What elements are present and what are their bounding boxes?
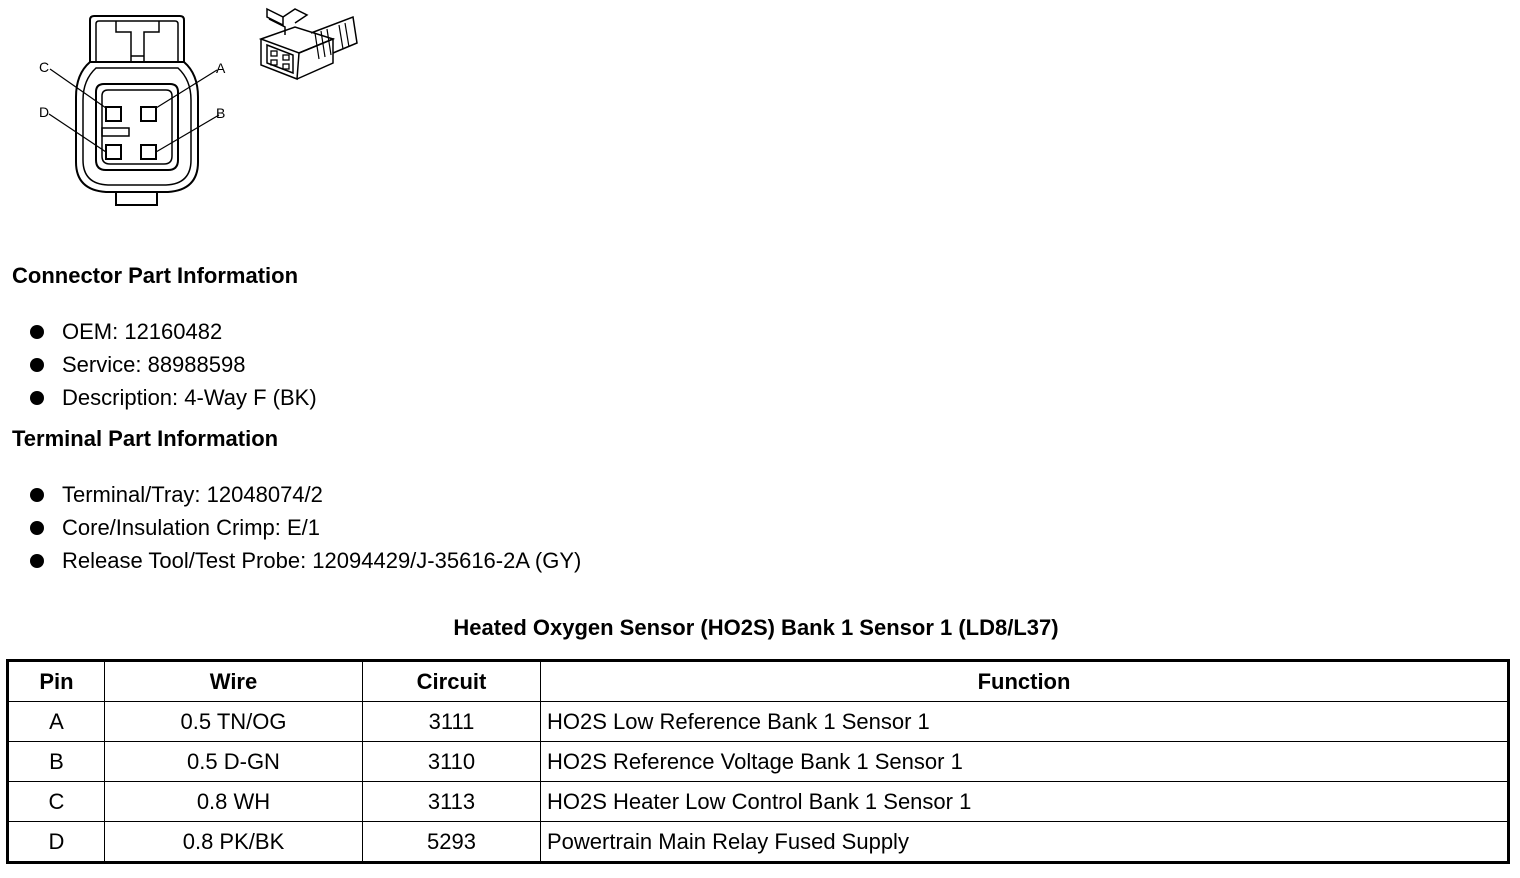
list-item-text: Description: 4-Way F (BK) (62, 385, 317, 410)
list-item-text: Release Tool/Test Probe: 12094429/J-35616-2A (GY) (62, 548, 582, 573)
cell-wire: 0.8 WH (105, 782, 363, 822)
cell-pin: A (8, 702, 105, 742)
list-item (30, 385, 317, 418)
pin-label-a: A (216, 60, 226, 76)
table-header-row (8, 661, 1509, 702)
bullet-icon (30, 358, 44, 372)
bullet-icon (30, 391, 44, 405)
cell-function: HO2S Heater Low Control Bank 1 Sensor 1 (541, 782, 1509, 822)
cell-wire: 0.5 D-GN (105, 742, 363, 782)
cell-wire: 0.5 TN/OG (105, 702, 363, 742)
terminal-part-heading: Terminal Part Information (12, 426, 279, 451)
list-item-text: Service: 88988598 (62, 352, 246, 377)
bullet-icon (30, 554, 44, 568)
cell-circuit: 3111 (363, 702, 541, 742)
table-title: Heated Oxygen Sensor (HO2S) Bank 1 Sensor 1 (LD8/L37) (453, 615, 1059, 640)
cell-wire: 0.8 PK/BK (105, 822, 363, 863)
header-function: Function (541, 661, 1509, 702)
bullet-icon (30, 521, 44, 535)
connector-face-diagram (36, 12, 236, 212)
header-wire: Wire (105, 661, 363, 702)
cell-circuit: 3110 (363, 742, 541, 782)
list-item-text: Terminal/Tray: 12048074/2 (62, 482, 323, 507)
list-item (30, 548, 581, 581)
cell-function: HO2S Low Reference Bank 1 Sensor 1 (541, 702, 1509, 742)
table-row (8, 742, 1509, 782)
list-item (30, 352, 317, 385)
connector-part-heading: Connector Part Information (12, 263, 299, 288)
pin-label-b: B (216, 105, 226, 121)
table-row (8, 822, 1509, 863)
connector-isometric-diagram (255, 3, 360, 83)
pin-table (6, 659, 1510, 864)
cell-pin: B (8, 742, 105, 782)
terminal-part-list (30, 482, 581, 581)
cell-circuit: 3113 (363, 782, 541, 822)
list-item-text: OEM: 12160482 (62, 319, 223, 344)
cell-pin: D (8, 822, 105, 863)
cell-function: Powertrain Main Relay Fused Supply (541, 822, 1509, 863)
cell-pin: C (8, 782, 105, 822)
cell-circuit: 5293 (363, 822, 541, 863)
bullet-icon (30, 325, 44, 339)
table-row (8, 782, 1509, 822)
header-pin: Pin (8, 661, 105, 702)
list-item (30, 319, 317, 352)
list-item (30, 482, 581, 515)
header-circuit: Circuit (363, 661, 541, 702)
list-item-text: Core/Insulation Crimp: E/1 (62, 515, 320, 540)
pin-label-d: D (39, 104, 50, 120)
cell-function: HO2S Reference Voltage Bank 1 Sensor 1 (541, 742, 1509, 782)
bullet-icon (30, 488, 44, 502)
table-row (8, 702, 1509, 742)
pin-label-c: C (39, 59, 50, 75)
list-item (30, 515, 581, 548)
connector-part-list (30, 319, 317, 418)
